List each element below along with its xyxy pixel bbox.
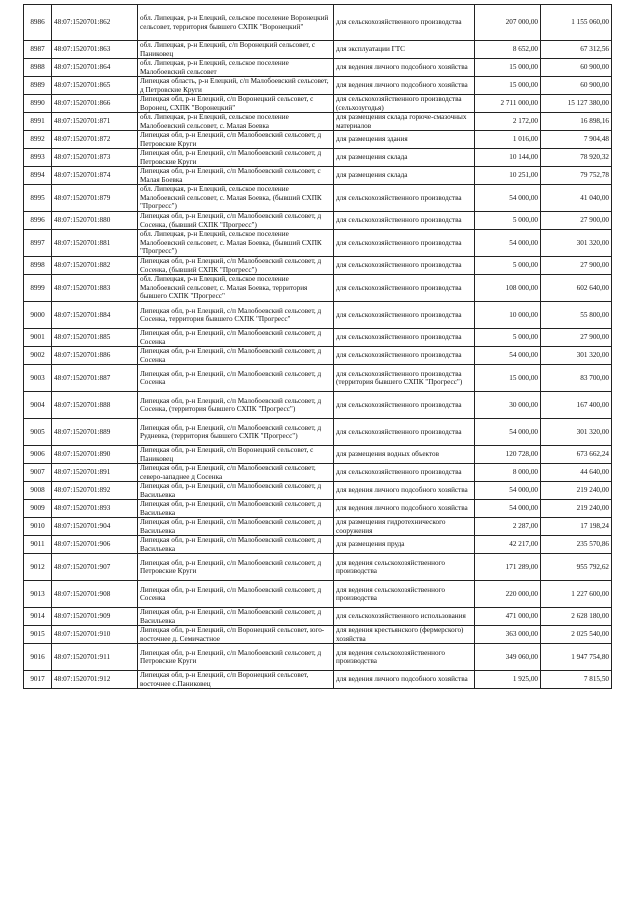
table-row bbox=[24, 608, 612, 626]
cadastral-number: 48:07:1520701:873 bbox=[52, 149, 138, 167]
row-number: 9012 bbox=[24, 554, 52, 581]
cadastral-value: 7 815,50 bbox=[541, 671, 612, 689]
cadastral-number: 48:07:1520701:889 bbox=[52, 419, 138, 446]
permitted-use: для ведения сельскохозяйственного производства bbox=[334, 554, 475, 581]
cadastral-value: 2 628 180,00 bbox=[541, 608, 612, 626]
permitted-use: для сельскохозяйственного производства (сельхозугодья) bbox=[334, 95, 475, 113]
cadastral-value: 15 127 380,00 bbox=[541, 95, 612, 113]
cadastral-number: 48:07:1520701:863 bbox=[52, 41, 138, 59]
permitted-use: для сельскохозяйственного производства bbox=[334, 419, 475, 446]
row-number: 9001 bbox=[24, 329, 52, 347]
cadastral-number: 48:07:1520701:880 bbox=[52, 212, 138, 230]
plot-area: 10 251,00 bbox=[475, 167, 541, 185]
plot-area: 15 000,00 bbox=[475, 365, 541, 392]
land-plots-table bbox=[23, 4, 612, 689]
plot-area: 8 000,00 bbox=[475, 464, 541, 482]
cadastral-number: 48:07:1520701:906 bbox=[52, 536, 138, 554]
table-row bbox=[24, 212, 612, 230]
table-row bbox=[24, 536, 612, 554]
row-number: 8997 bbox=[24, 230, 52, 257]
cadastral-value: 41 040,00 bbox=[541, 185, 612, 212]
cadastral-value: 1 155 060,00 bbox=[541, 5, 612, 41]
permitted-use: для сельскохозяйственного производства bbox=[334, 257, 475, 275]
cadastral-number: 48:07:1520701:874 bbox=[52, 167, 138, 185]
cadastral-number: 48:07:1520701:912 bbox=[52, 671, 138, 689]
row-number: 8989 bbox=[24, 77, 52, 95]
plot-area: 120 728,00 bbox=[475, 446, 541, 464]
cadastral-value: 60 900,00 bbox=[541, 59, 612, 77]
row-number: 9008 bbox=[24, 482, 52, 500]
plot-address: Липецкая обл, р-н Елецкий, с/п Малобоевский сельсовет, д Сосенка, (бывший СХПК "Прогресс") bbox=[138, 212, 334, 230]
cadastral-number: 48:07:1520701:893 bbox=[52, 500, 138, 518]
row-number: 9005 bbox=[24, 419, 52, 446]
plot-area: 42 217,00 bbox=[475, 536, 541, 554]
permitted-use: для ведения крестьянского (фермерского) хозяйства bbox=[334, 626, 475, 644]
cadastral-number: 48:07:1520701:887 bbox=[52, 365, 138, 392]
plot-address: обл. Липецкая, р-н Елецкий, сельское поселение Малобоевский сельсовет, с. Малая Боевка bbox=[138, 113, 334, 131]
cadastral-value: 235 570,86 bbox=[541, 536, 612, 554]
permitted-use: для ведения личного подсобного хозяйства bbox=[334, 59, 475, 77]
table-row bbox=[24, 392, 612, 419]
permitted-use: для сельскохозяйственного производства bbox=[334, 275, 475, 302]
row-number: 9009 bbox=[24, 500, 52, 518]
plot-address: Липецкая обл, р-н Елецкий, с/п Воронецкий сельсовет, юго-восточнее д. Семичастное bbox=[138, 626, 334, 644]
plot-area: 54 000,00 bbox=[475, 419, 541, 446]
permitted-use: для сельскохозяйственного производства bbox=[334, 347, 475, 365]
row-number: 9015 bbox=[24, 626, 52, 644]
permitted-use: для ведения личного подсобного хозяйства bbox=[334, 500, 475, 518]
row-number: 9010 bbox=[24, 518, 52, 536]
plot-address: Липецкая обл, р-н Елецкий, с/п Воронецкий сельсовет, с Воронец, СХПК "Воронецкий" bbox=[138, 95, 334, 113]
plot-area: 8 652,00 bbox=[475, 41, 541, 59]
plot-area: 10 144,00 bbox=[475, 149, 541, 167]
cadastral-value: 301 320,00 bbox=[541, 230, 612, 257]
table-row bbox=[24, 5, 612, 41]
plot-address: Липецкая обл, р-н Елецкий, с/п Малобоевский сельсовет, д Сосенка bbox=[138, 329, 334, 347]
permitted-use: для ведения сельскохозяйственного производства bbox=[334, 644, 475, 671]
row-number: 9017 bbox=[24, 671, 52, 689]
cadastral-value: 27 900,00 bbox=[541, 257, 612, 275]
row-number: 8992 bbox=[24, 131, 52, 149]
permitted-use: для сельскохозяйственного производства bbox=[334, 185, 475, 212]
cadastral-number: 48:07:1520701:911 bbox=[52, 644, 138, 671]
cadastral-number: 48:07:1520701:892 bbox=[52, 482, 138, 500]
table-row bbox=[24, 500, 612, 518]
cadastral-value: 83 700,00 bbox=[541, 365, 612, 392]
plot-area: 30 000,00 bbox=[475, 392, 541, 419]
table-row bbox=[24, 149, 612, 167]
plot-address: Липецкая обл, р-н Елецкий, с/п Малобоевский сельсовет, д Сосенка bbox=[138, 347, 334, 365]
row-number: 8990 bbox=[24, 95, 52, 113]
cadastral-number: 48:07:1520701:864 bbox=[52, 59, 138, 77]
plot-address: обл. Липецкая, р-н Елецкий, сельское поселение Малобоевский сельсовет bbox=[138, 59, 334, 77]
plot-area: 220 000,00 bbox=[475, 581, 541, 608]
plot-address: Липецкая область, р-н Елецкий, с/п Малобоевский сельсовет, д Петровские Круги bbox=[138, 77, 334, 95]
row-number: 9007 bbox=[24, 464, 52, 482]
plot-address: Липецкая обл, р-н Елецкий, с/п Малобоевский сельсовет, д Васильевка bbox=[138, 536, 334, 554]
cadastral-number: 48:07:1520701:908 bbox=[52, 581, 138, 608]
plot-area: 349 060,00 bbox=[475, 644, 541, 671]
plot-address: Липецкая обл, р-н Елецкий, с/п Малобоевский сельсовет, д Петровские Круги bbox=[138, 149, 334, 167]
cadastral-value: 1 227 600,00 bbox=[541, 581, 612, 608]
plot-address: Липецкая обл, р-н Елецкий, с/п Малобоевский сельсовет, д Сосенка, (территория бывшего СХПК "Прогресс") bbox=[138, 392, 334, 419]
cadastral-number: 48:07:1520701:883 bbox=[52, 275, 138, 302]
plot-address: Липецкая обл, р-н Елецкий, с/п Малобоевский сельсовет, д Петровские Круги bbox=[138, 131, 334, 149]
table-row bbox=[24, 446, 612, 464]
permitted-use: для размещения склада горюче-смазочных материалов bbox=[334, 113, 475, 131]
table-row bbox=[24, 185, 612, 212]
plot-address: обл. Липецкая, р-н Елецкий, сельское поселение Малобоевский сельсовет, с. Малая Боевка, (бывший СХПК "Прогресс") bbox=[138, 185, 334, 212]
cadastral-value: 167 400,00 bbox=[541, 392, 612, 419]
permitted-use: для ведения сельскохозяйственного производства bbox=[334, 581, 475, 608]
plot-address: Липецкая обл, р-н Елецкий, с/п Малобоевский сельсовет, д Васильевка bbox=[138, 482, 334, 500]
plot-address: Липецкая обл, р-н Елецкий, с/п Малобоевский сельсовет, д Петровские Круги bbox=[138, 644, 334, 671]
cadastral-number: 48:07:1520701:866 bbox=[52, 95, 138, 113]
table-row bbox=[24, 131, 612, 149]
table-row bbox=[24, 644, 612, 671]
table-row bbox=[24, 554, 612, 581]
plot-address: Липецкая обл, р-н Елецкий, с/п Малобоевский сельсовет, д Сосенка, территория бывшего СХПК "Прогресс" bbox=[138, 302, 334, 329]
plot-address: обл. Липецкая, р-н Елецкий, с/п Воронецкий сельсовет, с Паниковец bbox=[138, 41, 334, 59]
plot-area: 1 925,00 bbox=[475, 671, 541, 689]
cadastral-number: 48:07:1520701:891 bbox=[52, 464, 138, 482]
cadastral-number: 48:07:1520701:871 bbox=[52, 113, 138, 131]
table-row bbox=[24, 41, 612, 59]
permitted-use: для размещения склада bbox=[334, 167, 475, 185]
permitted-use: для размещения водных объектов bbox=[334, 446, 475, 464]
cadastral-value: 602 640,00 bbox=[541, 275, 612, 302]
row-number: 9000 bbox=[24, 302, 52, 329]
cadastral-number: 48:07:1520701:882 bbox=[52, 257, 138, 275]
permitted-use: для сельскохозяйственного производства bbox=[334, 464, 475, 482]
cadastral-value: 673 662,24 bbox=[541, 446, 612, 464]
permitted-use: для ведения личного подсобного хозяйства bbox=[334, 77, 475, 95]
row-number: 8986 bbox=[24, 5, 52, 41]
cadastral-number: 48:07:1520701:890 bbox=[52, 446, 138, 464]
table-row bbox=[24, 257, 612, 275]
plot-area: 2 711 000,00 bbox=[475, 95, 541, 113]
table-row bbox=[24, 302, 612, 329]
table-row bbox=[24, 329, 612, 347]
row-number: 9011 bbox=[24, 536, 52, 554]
row-number: 9013 bbox=[24, 581, 52, 608]
plot-area: 5 000,00 bbox=[475, 257, 541, 275]
cadastral-value: 60 900,00 bbox=[541, 77, 612, 95]
row-number: 9003 bbox=[24, 365, 52, 392]
table-row bbox=[24, 626, 612, 644]
plot-address: Липецкая обл, р-н Елецкий, с/п Малобоевский сельсовет, д Васильевка bbox=[138, 518, 334, 536]
table-row bbox=[24, 230, 612, 257]
cadastral-value: 55 800,00 bbox=[541, 302, 612, 329]
cadastral-number: 48:07:1520701:888 bbox=[52, 392, 138, 419]
cadastral-value: 219 240,00 bbox=[541, 482, 612, 500]
cadastral-number: 48:07:1520701:885 bbox=[52, 329, 138, 347]
plot-area: 54 000,00 bbox=[475, 230, 541, 257]
permitted-use: для сельскохозяйственного использования bbox=[334, 608, 475, 626]
row-number: 8991 bbox=[24, 113, 52, 131]
cadastral-value: 7 904,48 bbox=[541, 131, 612, 149]
plot-address: Липецкая обл, р-н Елецкий, с/п Малобоевский сельсовет, д Петровские Круги bbox=[138, 554, 334, 581]
row-number: 9016 bbox=[24, 644, 52, 671]
row-number: 8996 bbox=[24, 212, 52, 230]
cadastral-value: 79 752,78 bbox=[541, 167, 612, 185]
table-row bbox=[24, 167, 612, 185]
row-number: 9004 bbox=[24, 392, 52, 419]
table-row bbox=[24, 347, 612, 365]
cadastral-value: 44 640,00 bbox=[541, 464, 612, 482]
plot-area: 54 000,00 bbox=[475, 500, 541, 518]
permitted-use: для сельскохозяйственного производства bbox=[334, 5, 475, 41]
row-number: 8993 bbox=[24, 149, 52, 167]
permitted-use: для сельскохозяйственного производства (территория бывшего СХПК "Прогресс") bbox=[334, 365, 475, 392]
row-number: 8994 bbox=[24, 167, 52, 185]
cadastral-value: 955 792,62 bbox=[541, 554, 612, 581]
plot-area: 54 000,00 bbox=[475, 482, 541, 500]
plot-area: 54 000,00 bbox=[475, 185, 541, 212]
table-row bbox=[24, 464, 612, 482]
table-row bbox=[24, 95, 612, 113]
plot-area: 15 000,00 bbox=[475, 77, 541, 95]
plot-area: 471 000,00 bbox=[475, 608, 541, 626]
cadastral-value: 301 320,00 bbox=[541, 347, 612, 365]
row-number: 8995 bbox=[24, 185, 52, 212]
plot-area: 2 172,00 bbox=[475, 113, 541, 131]
table-row bbox=[24, 419, 612, 446]
plot-area: 5 000,00 bbox=[475, 212, 541, 230]
cadastral-value: 16 898,16 bbox=[541, 113, 612, 131]
cadastral-number: 48:07:1520701:910 bbox=[52, 626, 138, 644]
permitted-use: для эксплуатации ГТС bbox=[334, 41, 475, 59]
plot-address: Липецкая обл, р-н Елецкий, с/п Малобоевский сельсовет, д Рудневка, (территория бывшего СХПК "Прогресс") bbox=[138, 419, 334, 446]
plot-area: 10 000,00 bbox=[475, 302, 541, 329]
row-number: 8998 bbox=[24, 257, 52, 275]
cadastral-number: 48:07:1520701:886 bbox=[52, 347, 138, 365]
cadastral-number: 48:07:1520701:865 bbox=[52, 77, 138, 95]
cadastral-value: 219 240,00 bbox=[541, 500, 612, 518]
row-number: 8999 bbox=[24, 275, 52, 302]
row-number: 8988 bbox=[24, 59, 52, 77]
permitted-use: для сельскохозяйственного производства bbox=[334, 302, 475, 329]
table-row bbox=[24, 518, 612, 536]
permitted-use: для размещения гидротехнического сооружения bbox=[334, 518, 475, 536]
table-row bbox=[24, 275, 612, 302]
row-number: 8987 bbox=[24, 41, 52, 59]
permitted-use: для сельскохозяйственного производства bbox=[334, 392, 475, 419]
plot-address: обл. Липецкая, р-н Елецкий, сельское поселение Воронецкий сельсовет, территория бывшего СХПК "Воронецкий" bbox=[138, 5, 334, 41]
plot-area: 15 000,00 bbox=[475, 59, 541, 77]
cadastral-number: 48:07:1520701:909 bbox=[52, 608, 138, 626]
cadastral-number: 48:07:1520701:907 bbox=[52, 554, 138, 581]
plot-address: Липецкая обл, р-н Елецкий, с/п Воронецкий сельсовет, с Паниковец bbox=[138, 446, 334, 464]
cadastral-value: 17 198,24 bbox=[541, 518, 612, 536]
cadastral-number: 48:07:1520701:862 bbox=[52, 5, 138, 41]
permitted-use: для сельскохозяйственного производства bbox=[334, 329, 475, 347]
plot-address: Липецкая обл, р-н Елецкий, с/п Малобоевский сельсовет, д Сосенка bbox=[138, 365, 334, 392]
plot-address: Липецкая обл, р-н Елецкий, с/п Воронецкий сельсовет, восточнее с.Паниковец bbox=[138, 671, 334, 689]
plot-area: 108 000,00 bbox=[475, 275, 541, 302]
plot-address: Липецкая обл, р-н Елецкий, с/п Малобоевский сельсовет, д Сосенка bbox=[138, 581, 334, 608]
cadastral-value: 2 025 540,00 bbox=[541, 626, 612, 644]
plot-address: Липецкая обл, р-н Елецкий, с/п Малобоевский сельсовет, д Васильевка bbox=[138, 608, 334, 626]
plot-address: обл. Липецкая, р-н Елецкий, сельское поселение Малобоевский сельсовет, с. Малая Боевка, (бывший СХПК "Прогресс") bbox=[138, 230, 334, 257]
row-number: 9002 bbox=[24, 347, 52, 365]
permitted-use: для размещения пруда bbox=[334, 536, 475, 554]
table-row bbox=[24, 365, 612, 392]
plot-area: 1 016,00 bbox=[475, 131, 541, 149]
cadastral-number: 48:07:1520701:884 bbox=[52, 302, 138, 329]
plot-address: Липецкая обл, р-н Елецкий, с/п Малобоевский сельсовет, д Васильевка bbox=[138, 500, 334, 518]
cadastral-value: 27 900,00 bbox=[541, 329, 612, 347]
permitted-use: для ведения личного подсобного хозяйства bbox=[334, 482, 475, 500]
plot-address: Липецкая обл, р-н Елецкий, с/п Малобоевский сельсовет, д Сосенка, (бывший СХПК "Прогресс") bbox=[138, 257, 334, 275]
permitted-use: для размещения склада bbox=[334, 149, 475, 167]
plot-address: обл. Липецкая, р-н Елецкий, сельское поселение Малобоевский сельсовет, с. Малая Боевка, территория бывшего СХПК "Прогресс" bbox=[138, 275, 334, 302]
permitted-use: для сельскохозяйственного производства bbox=[334, 212, 475, 230]
plot-area: 5 000,00 bbox=[475, 329, 541, 347]
cadastral-value: 27 900,00 bbox=[541, 212, 612, 230]
table-row bbox=[24, 671, 612, 689]
row-number: 9014 bbox=[24, 608, 52, 626]
table-row bbox=[24, 482, 612, 500]
plot-area: 171 289,00 bbox=[475, 554, 541, 581]
cadastral-value: 1 947 754,80 bbox=[541, 644, 612, 671]
plot-area: 54 000,00 bbox=[475, 347, 541, 365]
table-row bbox=[24, 113, 612, 131]
plot-address: Липецкая обл, р-н Елецкий, с/п Малобоевский сельсовет, с Малая Боевка bbox=[138, 167, 334, 185]
permitted-use: для размещения здания bbox=[334, 131, 475, 149]
permitted-use: для сельскохозяйственного производства bbox=[334, 230, 475, 257]
table-row bbox=[24, 581, 612, 608]
cadastral-value: 67 312,56 bbox=[541, 41, 612, 59]
permitted-use: для ведения личного подсобного хозяйства bbox=[334, 671, 475, 689]
cadastral-number: 48:07:1520701:872 bbox=[52, 131, 138, 149]
plot-area: 363 000,00 bbox=[475, 626, 541, 644]
cadastral-number: 48:07:1520701:904 bbox=[52, 518, 138, 536]
row-number: 9006 bbox=[24, 446, 52, 464]
plot-address: Липецкая обл, р-н Елецкий, с/п Малобоевский сельсовет, северо-западнее д Сосенка bbox=[138, 464, 334, 482]
cadastral-number: 48:07:1520701:881 bbox=[52, 230, 138, 257]
table-body bbox=[24, 5, 612, 689]
plot-area: 2 287,00 bbox=[475, 518, 541, 536]
cadastral-number: 48:07:1520701:879 bbox=[52, 185, 138, 212]
cadastral-value: 78 920,32 bbox=[541, 149, 612, 167]
table-row bbox=[24, 77, 612, 95]
cadastral-value: 301 320,00 bbox=[541, 419, 612, 446]
table-row bbox=[24, 59, 612, 77]
plot-area: 207 000,00 bbox=[475, 5, 541, 41]
